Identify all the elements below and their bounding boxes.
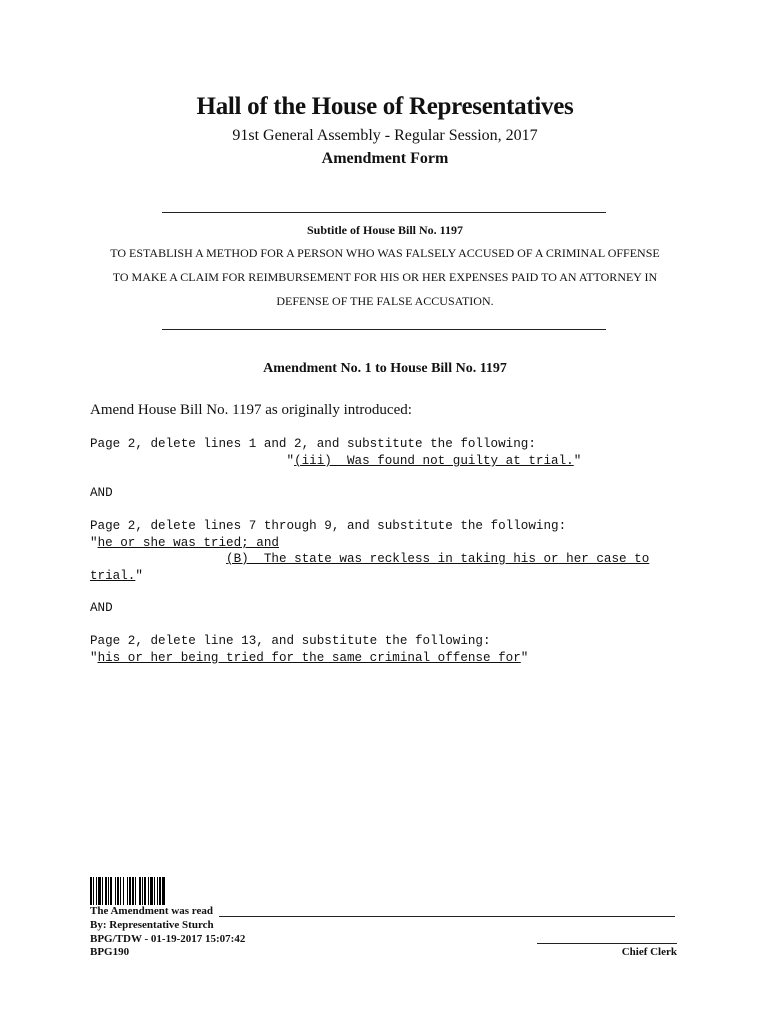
document-title: Hall of the House of Representatives	[196, 93, 574, 120]
substitute-text: "he or she was tried; and	[90, 536, 279, 550]
timestamp-line: BPG/TDW - 01-19-2017 15:07:42	[90, 933, 246, 945]
substitute-text: "(iii) Was found not guilty at trial."	[286, 454, 582, 468]
clerk-signature-line	[537, 943, 677, 944]
subtitle-line: TO MAKE A CLAIM FOR REIMBURSEMENT FOR HIS OR HER EXPENSES PAID TO AN ATTORNEY IN	[112, 270, 658, 284]
amendment-intro: Amend House Bill No. 1197 as originally introduced:	[90, 402, 412, 418]
divider-top	[162, 212, 606, 213]
divider-bottom	[162, 329, 606, 330]
session-line: 91st General Assembly - Regular Session, 2017	[232, 127, 538, 144]
amendment-heading: Amendment No. 1 to House Bill No. 1197	[263, 361, 507, 376]
document-code: BPG190	[90, 946, 130, 958]
sponsor-line: By: Representative Sturch	[90, 919, 214, 931]
and-separator: AND	[90, 486, 113, 500]
amendment-read-label: The Amendment was read	[90, 905, 213, 917]
amendment-instruction: Page 2, delete line 13, and substitute the following:	[90, 634, 491, 648]
subtitle-line: TO ESTABLISH A METHOD FOR A PERSON WHO WAS FALSELY ACCUSED OF A CRIMINAL OFFENSE	[110, 246, 660, 260]
read-signature-line	[219, 904, 675, 917]
substitute-text: (B) The state was reckless in taking his or her case to	[226, 552, 650, 566]
chief-clerk-label: Chief Clerk	[621, 946, 677, 958]
subtitle-line: DEFENSE OF THE FALSE ACCUSATION.	[276, 294, 494, 308]
substitute-text: trial."	[90, 569, 143, 583]
substitute-text: "his or her being tried for the same criminal offense for"	[90, 651, 529, 665]
and-separator: AND	[90, 601, 113, 615]
amendment-instruction: Page 2, delete lines 1 and 2, and substitute the following:	[90, 437, 536, 451]
amendment-instruction: Page 2, delete lines 7 through 9, and substitute the following:	[90, 519, 567, 533]
barcode-image	[90, 877, 182, 905]
form-name: Amendment Form	[321, 150, 449, 167]
subtitle-heading: Subtitle of House Bill No. 1197	[306, 223, 464, 237]
